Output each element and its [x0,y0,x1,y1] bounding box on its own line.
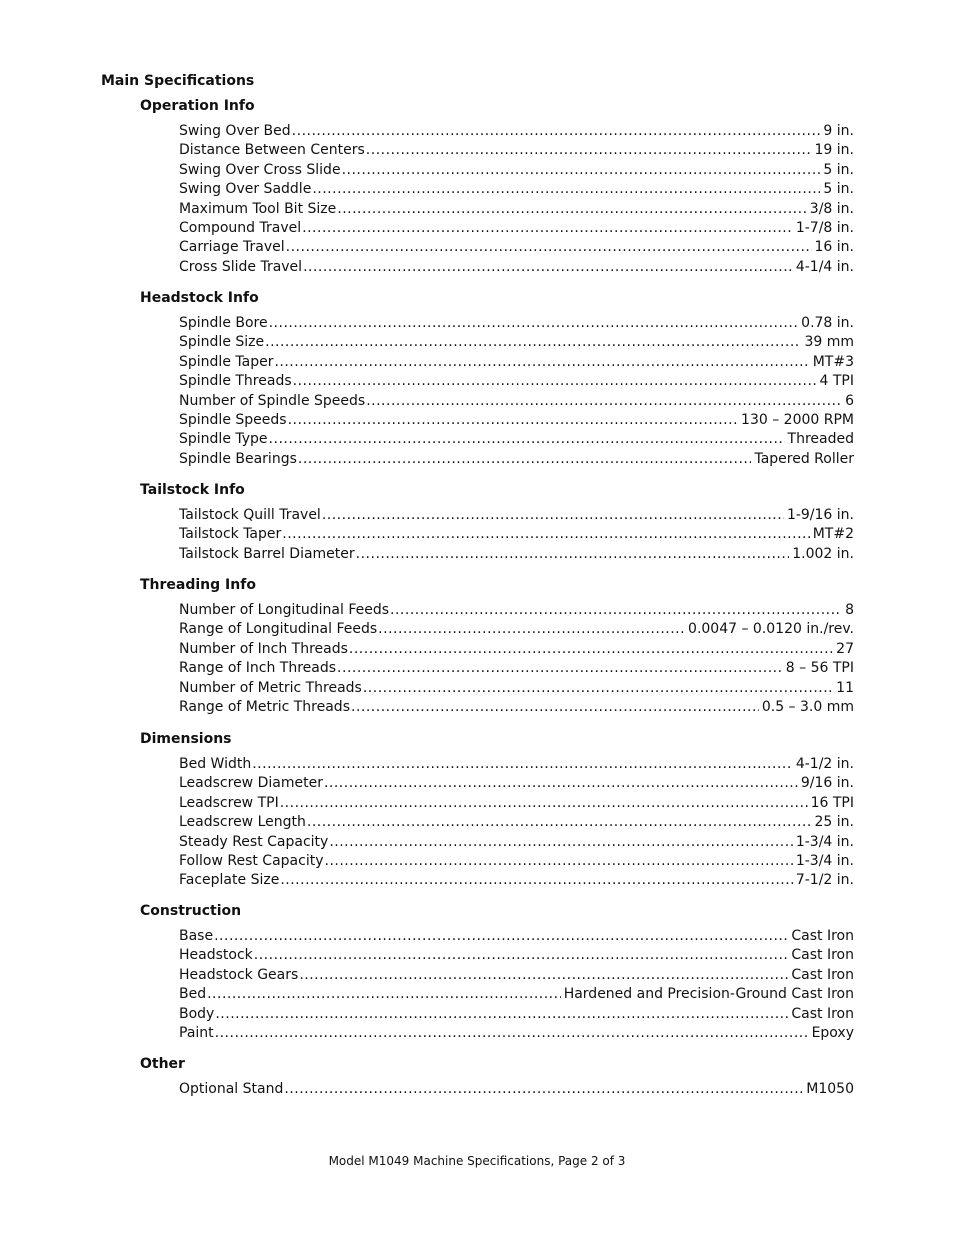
spec-list [179,755,854,891]
spec-label: Range of Longitudinal Feeds [179,621,378,638]
spec-label: Number of Spindle Speeds [179,392,366,409]
spec-value: 5 in. [823,161,854,178]
dot-leader [324,774,798,793]
spec-list [179,601,854,717]
spec-row [179,411,854,430]
spec-row [179,601,854,620]
spec-value: 6 [845,392,854,409]
section-title: Construction [140,903,242,919]
spec-row [179,525,854,544]
spec-value: 1-9/16 in. [786,507,854,523]
spec-row [179,813,854,832]
spec-label: Spindle Bearings [179,450,297,467]
spec-value: Threaded [787,431,854,448]
dot-leader [215,1024,809,1043]
spec-value: 27 [836,640,854,657]
dot-leader [325,852,793,871]
spec-row [179,141,854,160]
spec-value: 16 in. [814,239,854,256]
dot-leader [299,966,788,985]
spec-label: Swing Over Saddle [179,181,312,198]
spec-section [140,289,854,469]
spec-value: 4 TPI [819,373,854,390]
section-title: Operation Info [140,98,255,114]
spec-row [179,659,854,678]
spec-value: 1-7/8 in. [795,219,854,236]
spec-row [179,545,854,564]
dot-leader [254,946,789,965]
dot-leader [378,620,685,639]
spec-label: Tailstock Taper [179,526,282,543]
spec-value: 1.002 in. [792,545,854,562]
spec-label: Tailstock Quill Travel [179,507,321,523]
spec-row [179,1024,854,1043]
spec-label: Spindle Taper [179,353,274,370]
section-title: Tailstock Info [140,482,245,498]
spec-row [179,927,854,946]
section-title: Threading Info [140,577,256,593]
spec-list [179,122,854,277]
dot-leader [390,601,842,620]
spec-row [179,698,854,717]
spec-value: 0.78 in. [801,315,854,331]
section-title: Headstock Info [140,290,259,306]
dot-leader [280,871,793,890]
dot-leader [356,545,790,564]
spec-value: Cast Iron [791,966,854,983]
spec-row [179,774,854,793]
spec-list [179,1080,854,1099]
section-title: Dimensions [140,731,232,747]
spec-label: Spindle Type [179,431,268,448]
spec-row [179,450,854,469]
spec-label: Leadscrew Length [179,814,306,831]
dot-leader [288,411,738,430]
spec-label: Tailstock Barrel Diameter [179,545,355,562]
dot-leader [349,640,833,659]
spec-row [179,238,854,257]
dot-leader [293,372,817,391]
spec-label: Faceplate Size [179,872,280,889]
dot-leader [269,314,799,333]
dot-leader [342,161,821,180]
spec-label: Number of Inch Threads [179,640,348,657]
dot-leader [329,833,793,852]
spec-row [179,314,854,333]
spec-row [179,333,854,352]
spec-label: Number of Longitudinal Feeds [179,602,390,618]
dot-leader [286,238,812,257]
spec-label: Maximum Tool Bit Size [179,200,337,217]
spec-value: Cast Iron [791,1005,854,1022]
spec-value: 4-1/4 in. [795,258,854,275]
dot-leader [215,1005,788,1024]
page-footer: Model M1049 Machine Specifications, Page 2 of 3 [328,1154,626,1168]
spec-label: Range of Metric Threads [179,698,350,715]
main-title: Main Specifications [101,73,255,89]
spec-label: Bed Width [179,756,252,772]
spec-label: Steady Rest Capacity [179,833,329,850]
dot-leader [298,450,752,469]
section-title: Other [140,1056,185,1072]
spec-value: 3/8 in. [809,200,854,217]
spec-value: Tapered Roller [754,450,854,467]
spec-row [179,985,854,1004]
dot-leader [303,258,793,277]
spec-label: Cross Slide Travel [179,258,303,275]
spec-row [179,640,854,659]
spec-value: 8 [845,602,854,618]
spec-value: Cast Iron [791,928,854,944]
spec-value: 1-3/4 in. [795,852,854,869]
spec-row [179,679,854,698]
dot-leader [337,659,783,678]
spec-value: 4-1/2 in. [795,756,854,772]
spec-label: Bed [179,986,207,1003]
dot-leader [269,430,785,449]
dot-leader [265,333,801,352]
spec-section [140,576,854,717]
spec-label: Headstock [179,947,253,964]
spec-label: Leadscrew Diameter [179,775,323,792]
spec-label: Number of Metric Threads [179,679,362,696]
dot-leader [280,794,808,813]
dot-leader [366,392,842,411]
dot-leader [284,1080,803,1099]
spec-label: Carriage Travel [179,239,285,256]
spec-label: Follow Rest Capacity [179,852,324,869]
spec-value: Cast Iron [791,947,854,964]
spec-row [179,946,854,965]
spec-value: MT#2 [812,526,854,543]
spec-label: Compound Travel [179,219,302,236]
spec-value: MT#3 [812,353,854,370]
spec-row [179,200,854,219]
spec-label: Headstock Gears [179,966,299,983]
spec-value: 11 [836,679,854,696]
spec-list [179,506,854,564]
spec-label: Spindle Threads [179,373,292,390]
spec-value: Epoxy [811,1024,854,1041]
spec-row [179,755,854,774]
spec-row [179,219,854,238]
spec-value: 0.0047 – 0.0120 in./rev. [688,621,854,638]
spec-section [140,97,854,277]
spec-value: 9/16 in. [800,775,854,792]
spec-section [140,902,854,1043]
spec-value: 1-3/4 in. [795,833,854,850]
spec-label: Body [179,1005,215,1022]
spec-value: 7-1/2 in. [795,872,854,889]
spec-label: Swing Over Bed [179,123,291,139]
spec-value: 0.5 – 3.0 mm [761,698,854,715]
spec-label: Distance Between Centers [179,142,365,159]
spec-value: 8 – 56 TPI [785,660,854,677]
spec-section [140,481,854,564]
spec-row [179,161,854,180]
spec-label: Spindle Bore [179,315,268,331]
dot-leader [274,353,809,372]
spec-list [179,927,854,1043]
spec-value: 130 – 2000 RPM [741,411,854,428]
spec-row [179,794,854,813]
spec-label: Paint [179,1024,214,1041]
dot-leader [214,927,788,946]
spec-value: 39 mm [804,334,854,351]
spec-row [179,180,854,199]
spec-row [179,1005,854,1024]
spec-row [179,353,854,372]
spec-row [179,620,854,639]
spec-row [179,122,854,141]
spec-row [179,966,854,985]
dot-leader [351,698,759,717]
dot-leader [366,141,812,160]
spec-label: Spindle Speeds [179,411,287,428]
dot-leader [363,679,833,698]
dot-leader [207,985,561,1004]
spec-label: Swing Over Cross Slide [179,161,341,178]
spec-section [140,730,854,891]
spec-value: 16 TPI [810,794,854,811]
spec-row [179,372,854,391]
spec-label: Range of Inch Threads [179,660,337,677]
spec-label: Base [179,928,214,944]
dot-leader [302,219,793,238]
spec-label: Spindle Size [179,334,265,351]
dot-leader [312,180,820,199]
dot-leader [292,122,821,141]
spec-value: 5 in. [823,181,854,198]
spec-row [179,506,854,525]
spec-section [140,1055,854,1099]
spec-row [179,1080,854,1099]
spec-value: 25 in. [814,814,854,831]
spec-row [179,430,854,449]
spec-row [179,392,854,411]
spec-value: 19 in. [814,142,854,159]
dot-leader [322,506,784,525]
spec-value: 9 in. [823,123,854,139]
dot-leader [337,200,807,219]
spec-row [179,258,854,277]
dot-leader [282,525,809,544]
spec-label: Optional Stand [179,1081,284,1097]
dot-leader [307,813,812,832]
spec-row [179,852,854,871]
dot-leader [252,755,793,774]
spec-label: Leadscrew TPI [179,794,279,811]
spec-value: Hardened and Precision-Ground Cast Iron [563,986,854,1003]
spec-list [179,314,854,469]
spec-value: M1050 [806,1081,854,1097]
spec-row [179,871,854,890]
spec-row [179,833,854,852]
